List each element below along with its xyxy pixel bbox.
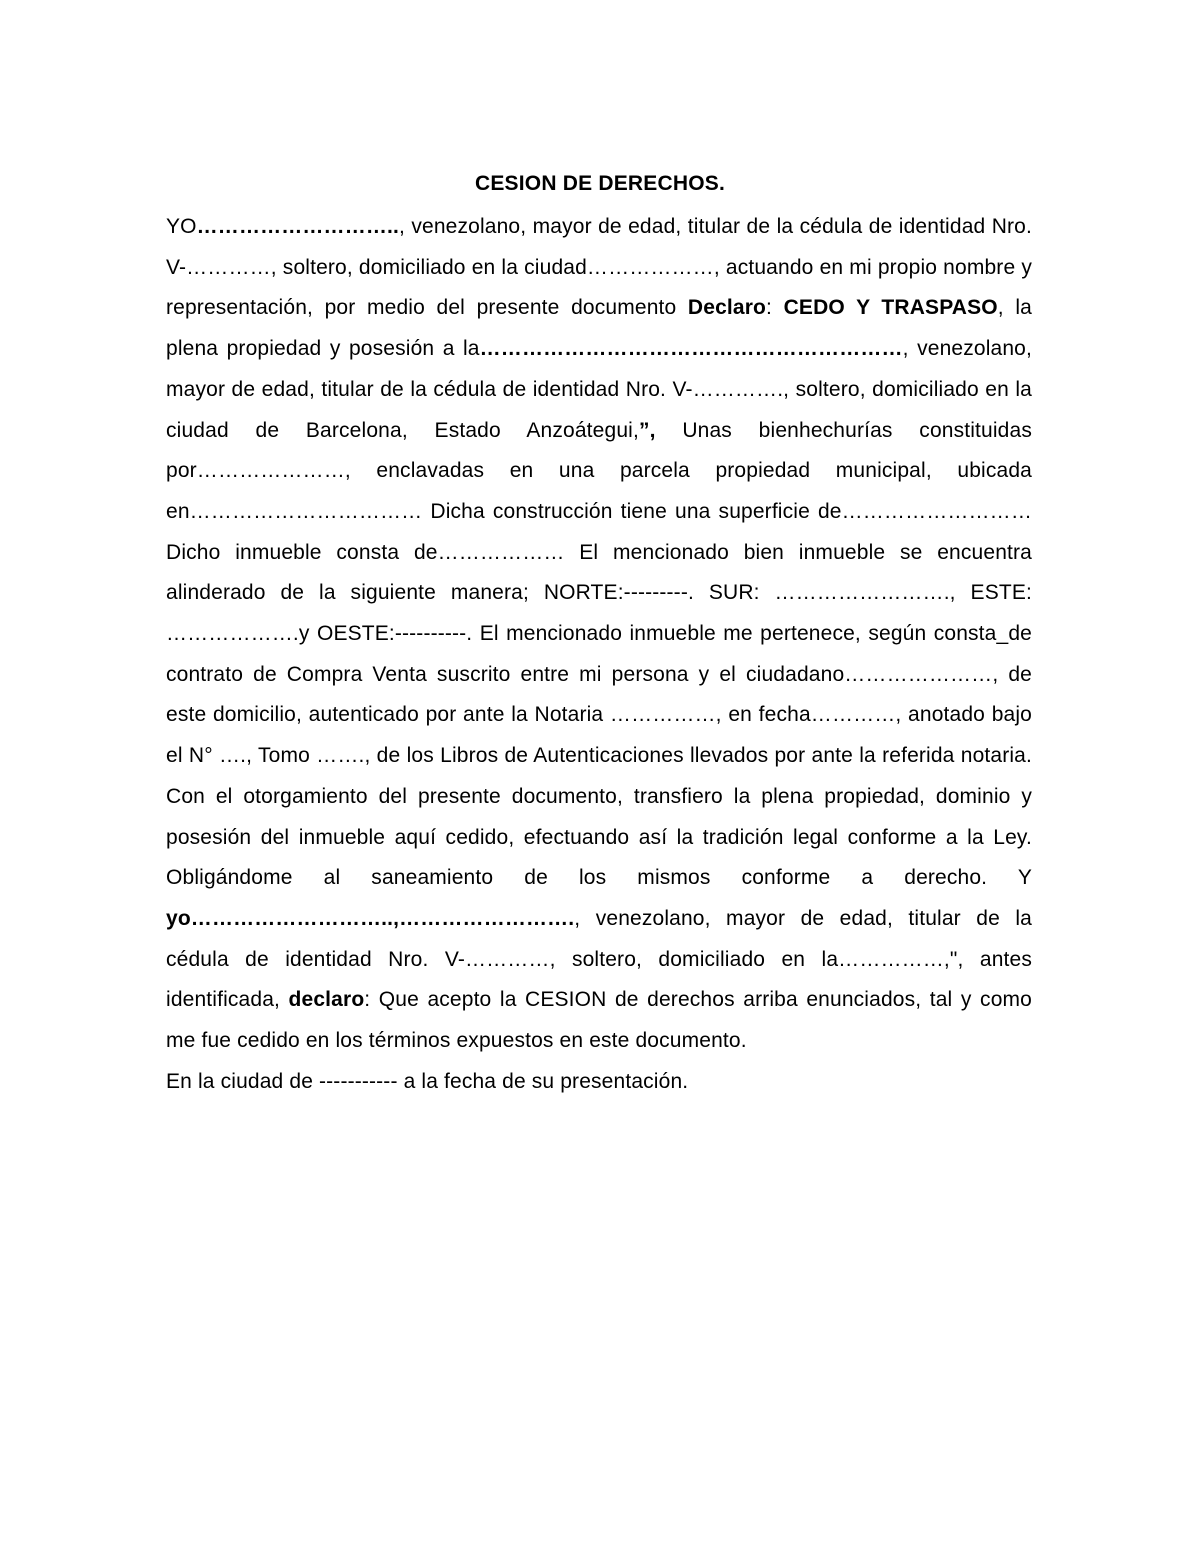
document-title: CESION DE DERECHOS. (474, 172, 725, 195)
text-run: , la plena propiedad y posesión a la (166, 296, 1032, 361)
text-run: Unas bienhechurías constituidas por…………………, enclavadas en una parcela propiedad municipal, ubicada en…………………………… Dicha construcción tiene una superficie de……………………… Dicho inmueble consta de……………… El mencionado bien inmueble se encuentra alinderado de la siguiente manera; NORTE:---------. SUR: ……………………., ESTE: ……………….y OESTE:----------. El mencionado inmueble me pertenece, según consta_de contrato de Compra Venta suscrito entre mi persona y el ciudadano…………………, de este domicilio, autenticado por ante la Notaria ……………, en fecha…………, anotado bajo el N° …., Tomo ……., de los Libros de Autenticaciones llevados por ante la referida notaria. Con el otorgamiento del presente documento, transfiero la plena propiedad, dominio y posesión del inmueble aquí cedido, efectuando así la tradición legal conforme a la Ley. Obligándome al saneamiento de los mismos conforme a derecho. Y (166, 418, 1032, 890)
document-body (166, 207, 1032, 1102)
text-run-bold: declaro (288, 988, 365, 1012)
text-run-bold: ……………………….. (196, 215, 399, 238)
text-run: : (766, 296, 784, 320)
text-run-bold: yo………………………..,……………………. (166, 906, 575, 930)
text-run: , venezolano, mayor de edad, titular de la cédula de identidad Nro. V-…………, soltero, domiciliado en la ciudad………………, actuando en mi propio nombre y representación, por medio del presente documento (166, 215, 1032, 320)
text-run-bold: …………………………………………………… (479, 337, 903, 361)
text-run: , venezolano, mayor de edad, titular de la cédula de identidad Nro. V-…………., soltero, domiciliado en la ciudad de Barcelona, Estado Anzoátegui, (166, 337, 1033, 442)
text-run-bold: Declaro (687, 296, 767, 320)
main-paragraph (166, 207, 1032, 1062)
text-run: YO (166, 215, 197, 238)
text-run: , venezolano, mayor de edad, titular de la cédula de identidad Nro. V-…………, soltero, domiciliado en la……………,", antes identificada, (166, 906, 1032, 1012)
text-run-bold: CEDO Y TRASPASO (783, 296, 998, 320)
closing-paragraph: En la ciudad de ----------- a la fecha de su presentación. (166, 1069, 689, 1093)
text-run-bold: ”, (638, 418, 656, 442)
text-run: : Que acepto la CESION de derechos arriba enunciados, tal y como me fue cedido en los términos expuestos en este documento. (166, 988, 1032, 1053)
